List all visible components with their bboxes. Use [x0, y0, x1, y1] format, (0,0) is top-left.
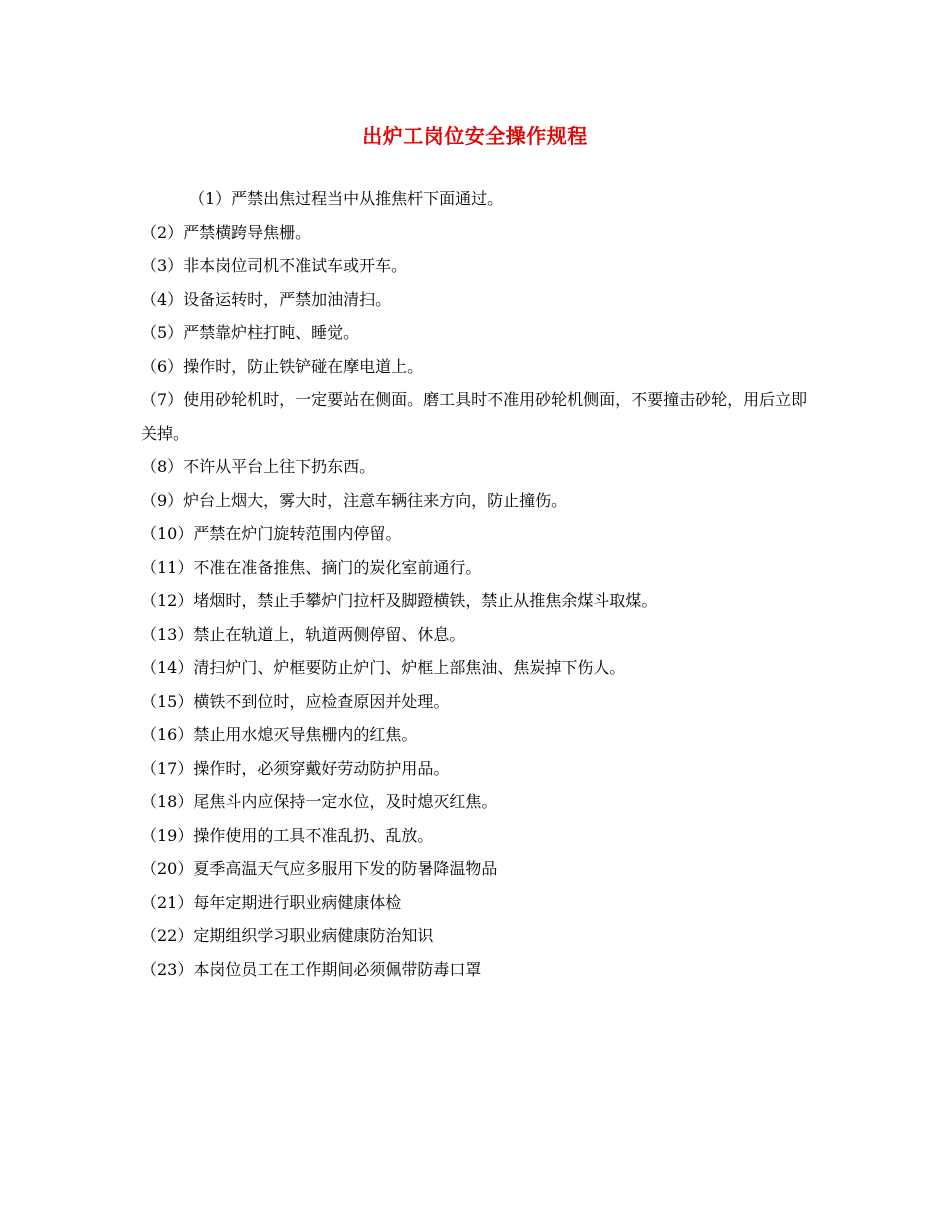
rule-item: （23）本岗位员工在工作期间必须佩带防毒口罩 [141, 959, 482, 979]
rule-item: （13）禁止在轨道上，轨道两侧停留、休息。 [141, 624, 466, 644]
rule-item: （15）横铁不到位时，应检查原因并处理。 [141, 691, 450, 711]
rule-item: （10）严禁在炉门旋转范围内停留。 [141, 524, 402, 543]
rule-item: （16）禁止用水熄灭导焦栅内的红焦。 [141, 725, 418, 744]
rule-item: （5）严禁靠炉柱打盹、睡觉。 [141, 323, 360, 342]
rule-item: （1）严禁出焦过程当中从推焦杆下面通过。 [189, 189, 504, 208]
rule-item: （4）设备运转时，严禁加油清扫。 [141, 289, 392, 309]
rule-item: （11）不准在准备推焦、摘门的炭化室前通行。 [141, 557, 482, 577]
rule-item: （3）非本岗位司机不准试车或开车。 [141, 256, 408, 275]
rule-item: （2）严禁横跨导焦栅。 [141, 222, 312, 242]
rule-item: （14）清扫炉门、炉框要防止炉门、炉框上部焦油、焦炭掉下伤人。 [141, 658, 626, 677]
rule-item: （21）每年定期进行职业病健康体检 [141, 892, 402, 912]
rule-item: （17）操作时，必须穿戴好劳动防护用品。 [141, 758, 450, 778]
rule-item: （19）操作使用的工具不准乱扔、乱放。 [141, 825, 434, 845]
rule-item: （12）堵烟时，禁止手攀炉门拉杆及脚蹬横铁，禁止从推焦余煤斗取煤。 [141, 591, 658, 610]
rule-item: （6）操作时，防止铁铲碰在摩电道上。 [141, 356, 424, 376]
rule-item: （7）使用砂轮机时，一定要站在侧面。磨工具时不准用砂轮机侧面，不要撞击砂轮，用后立即关掉。 [141, 390, 808, 443]
rule-item: （18）尾焦斗内应保持一定水位，及时熄灭红焦。 [141, 792, 498, 811]
rule-item: （9）炉台上烟大，雾大时，注意车辆往来方向，防止撞伤。 [141, 490, 568, 510]
document-title: 出炉工岗位安全操作规程 [362, 124, 588, 148]
rule-item: （8）不许从平台上往下扔东西。 [141, 457, 376, 476]
rule-item: （22）定期组织学习职业病健康防治知识 [141, 926, 434, 945]
rule-item: （20）夏季高温天气应多服用下发的防暑降温物品 [141, 859, 498, 878]
rules-list [141, 182, 821, 986]
